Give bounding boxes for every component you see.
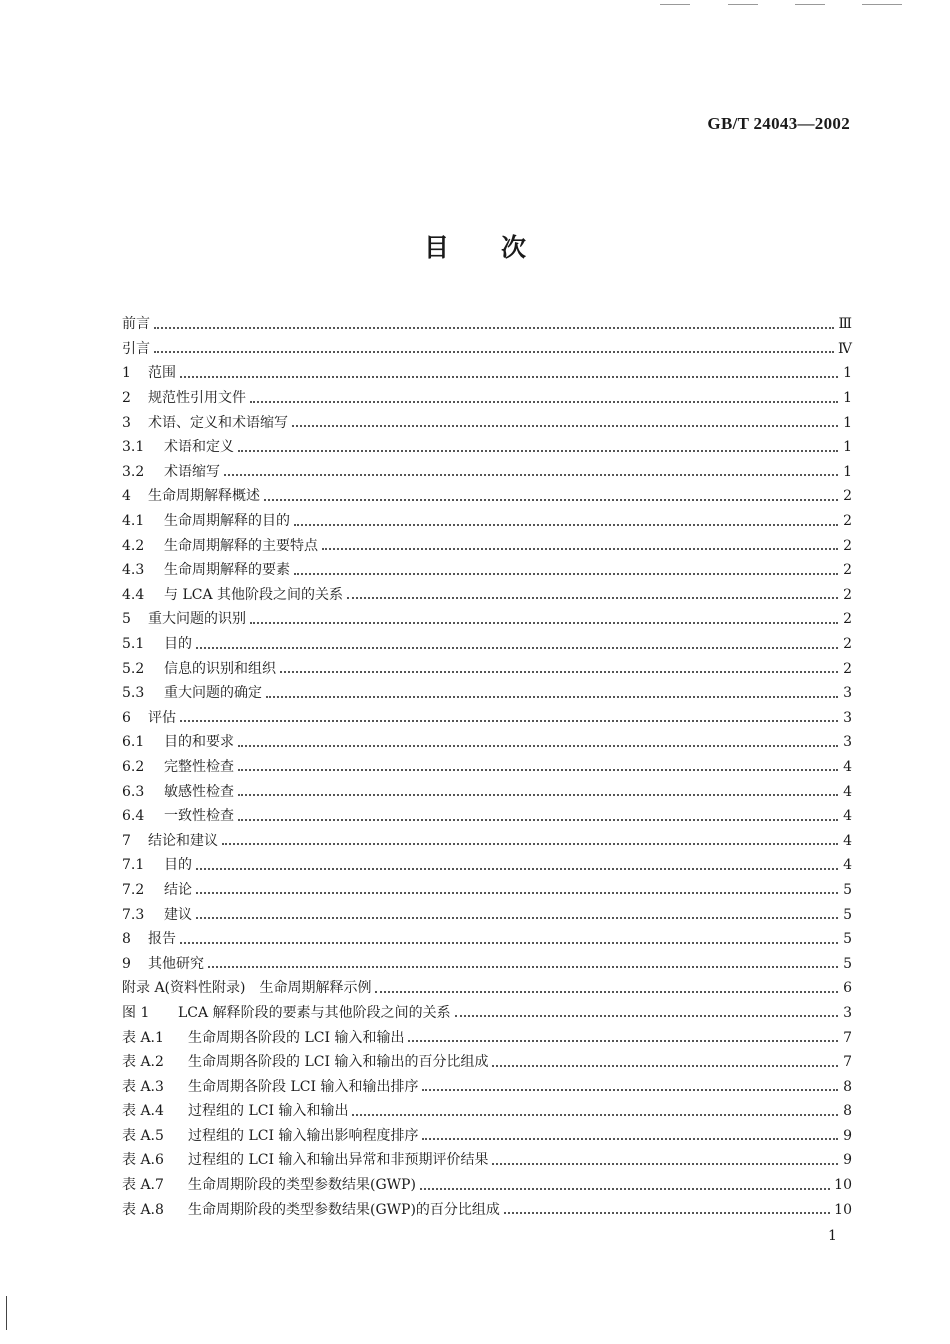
toc-entry-number: 6.4 bbox=[122, 808, 145, 825]
toc-leader-dots bbox=[196, 891, 838, 894]
toc-leader-dots bbox=[154, 326, 834, 329]
toc-leader-dots bbox=[422, 1088, 838, 1091]
toc-entry-label: 其他研究 bbox=[148, 955, 204, 972]
toc-entry-label: 生命周期各阶段的 LCI 输入和输出 bbox=[188, 1029, 405, 1046]
toc-entry-number: 6.1 bbox=[122, 734, 145, 751]
toc-entry-number: 4.3 bbox=[122, 562, 145, 579]
toc-entry-label: 结论 bbox=[164, 881, 192, 898]
toc-entry-label: 生命周期解释的目的 bbox=[164, 513, 290, 530]
toc-entry-page: 1 bbox=[843, 390, 852, 407]
toc-entry bbox=[122, 386, 852, 411]
toc-entry bbox=[122, 927, 852, 952]
toc-entry-number: 3.1 bbox=[122, 439, 145, 456]
toc-entry-number: 7.3 bbox=[122, 906, 145, 923]
toc-entry-label: 生命周期解释的主要特点 bbox=[164, 537, 318, 554]
toc-entry bbox=[122, 804, 852, 829]
toc-leader-dots bbox=[352, 1113, 838, 1116]
toc-entry-page: 5 bbox=[843, 906, 852, 923]
toc-entry-label: LCA 解释阶段的要素与其他阶段之间的关系 bbox=[178, 1004, 451, 1021]
toc-leader-dots bbox=[180, 719, 838, 722]
toc-leader-dots bbox=[322, 547, 838, 550]
toc-entry-number: 7 bbox=[122, 832, 131, 849]
toc-entry-page: 5 bbox=[843, 931, 852, 948]
toc-entry-label: 术语和定义 bbox=[164, 439, 234, 456]
toc-entry bbox=[122, 583, 852, 608]
toc-entry-number: 图 1 bbox=[122, 1004, 150, 1021]
toc-leader-dots bbox=[294, 523, 838, 526]
toc-leader-dots bbox=[196, 646, 838, 649]
toc-entry-page: 3 bbox=[843, 709, 852, 726]
toc-entry-number: 6.2 bbox=[122, 758, 145, 775]
toc-entry-page: 1 bbox=[843, 365, 852, 382]
toc-entry-label: 信息的识别和组织 bbox=[164, 660, 276, 677]
toc-entry bbox=[122, 656, 852, 681]
toc-entry-number: 表 A.6 bbox=[122, 1152, 164, 1169]
toc-entry-number: 5.1 bbox=[122, 636, 145, 653]
toc-entry bbox=[122, 361, 852, 386]
toc-entry-label: 前言 bbox=[122, 316, 150, 333]
toc-entry bbox=[122, 1148, 852, 1173]
toc-entry bbox=[122, 976, 852, 1001]
toc-leader-dots bbox=[504, 1211, 830, 1214]
toc-leader-dots bbox=[292, 424, 838, 427]
toc-entry-number: 9 bbox=[122, 955, 131, 972]
toc-entry-number: 8 bbox=[122, 931, 131, 948]
toc-entry-label: 规范性引用文件 bbox=[148, 390, 246, 407]
toc-entry bbox=[122, 828, 852, 853]
toc-leader-dots bbox=[222, 842, 838, 845]
toc-entry-label: 过程组的 LCI 输入和输出 bbox=[188, 1103, 349, 1120]
toc-entry bbox=[122, 337, 852, 362]
scan-top-line bbox=[795, 4, 825, 5]
toc-leader-dots bbox=[196, 867, 838, 870]
page-number: 1 bbox=[828, 1228, 837, 1244]
toc-entry-number: 7.1 bbox=[122, 857, 145, 874]
toc-entry bbox=[122, 607, 852, 632]
toc-leader-dots bbox=[238, 449, 838, 452]
toc-leader-dots bbox=[180, 941, 838, 944]
toc-entry-number: 4.1 bbox=[122, 513, 145, 530]
toc-entry-page: 9 bbox=[843, 1152, 852, 1169]
toc-entry bbox=[122, 1197, 852, 1222]
toc-entry-label: 范围 bbox=[148, 365, 176, 382]
toc-leader-dots bbox=[208, 965, 838, 968]
toc-leader-dots bbox=[238, 793, 838, 796]
toc-leader-dots bbox=[375, 990, 838, 993]
toc-leader-dots bbox=[492, 1162, 838, 1165]
scan-edge-mark bbox=[6, 1296, 9, 1330]
toc-leader-dots bbox=[420, 1187, 830, 1190]
toc-entry-page: 2 bbox=[843, 513, 852, 530]
toc-entry-page: 2 bbox=[843, 537, 852, 554]
scan-top-line bbox=[728, 4, 758, 5]
toc-entry-label: 附录 A(资料性附录) 生命周期解释示例 bbox=[122, 980, 372, 997]
toc-entry-page: 7 bbox=[843, 1054, 852, 1071]
toc-entry bbox=[122, 1025, 852, 1050]
toc-entry-label: 生命周期阶段的类型参数结果(GWP) bbox=[188, 1177, 416, 1194]
toc-entry-label: 报告 bbox=[148, 931, 176, 948]
toc-entry-label: 目的 bbox=[164, 857, 192, 874]
toc-entry bbox=[122, 1050, 852, 1075]
toc-entry-number: 4.4 bbox=[122, 586, 145, 603]
toc-entry bbox=[122, 755, 852, 780]
toc-entry-number: 表 A.4 bbox=[122, 1103, 164, 1120]
toc-entry bbox=[122, 951, 852, 976]
toc-entry-label: 生命周期阶段的类型参数结果(GWP)的百分比组成 bbox=[188, 1201, 500, 1218]
toc-entry-number: 7.2 bbox=[122, 881, 145, 898]
toc-leader-dots bbox=[422, 1137, 838, 1140]
toc-entry-label: 敏感性检查 bbox=[164, 783, 234, 800]
toc-entry-page: Ⅲ bbox=[838, 316, 852, 333]
toc-entry-label: 术语缩写 bbox=[164, 463, 220, 480]
toc-entry-label: 过程组的 LCI 输入和输出异常和非预期评价结果 bbox=[188, 1152, 489, 1169]
toc-leader-dots bbox=[224, 473, 838, 476]
toc-entry-number: 3.2 bbox=[122, 463, 145, 480]
toc-entry-page: 5 bbox=[843, 881, 852, 898]
toc-entry-page: 8 bbox=[843, 1078, 852, 1095]
toc-entry-number: 表 A.2 bbox=[122, 1054, 164, 1071]
toc-entry-label: 结论和建议 bbox=[148, 832, 218, 849]
toc-entry-page: 8 bbox=[843, 1103, 852, 1120]
toc-entry bbox=[122, 312, 852, 337]
toc-entry-number: 6.3 bbox=[122, 783, 145, 800]
standard-code: GB/T 24043—2002 bbox=[707, 114, 850, 133]
toc-entry-page: 10 bbox=[834, 1177, 852, 1194]
toc-entry bbox=[122, 779, 852, 804]
toc-entry-page: 1 bbox=[843, 439, 852, 456]
toc-entry-page: 2 bbox=[843, 562, 852, 579]
toc-leader-dots bbox=[238, 744, 838, 747]
page-title bbox=[0, 228, 950, 264]
toc-leader-dots bbox=[180, 375, 838, 378]
toc-leader-dots bbox=[264, 498, 838, 501]
toc-entry-number: 5.2 bbox=[122, 660, 145, 677]
toc-leader-dots bbox=[250, 621, 838, 624]
toc-entry-number: 4 bbox=[122, 488, 131, 505]
toc-entry-number: 表 A.1 bbox=[122, 1029, 164, 1046]
toc-leader-dots bbox=[238, 818, 838, 821]
toc-entry-number: 5.3 bbox=[122, 685, 145, 702]
toc-entry-number: 表 A.3 bbox=[122, 1078, 164, 1095]
toc-entry-label: 一致性检查 bbox=[164, 808, 234, 825]
toc-leader-dots bbox=[196, 916, 838, 919]
toc-entry-label: 过程组的 LCI 输入输出影响程度排序 bbox=[188, 1127, 419, 1144]
toc-entry-page: 4 bbox=[843, 832, 852, 849]
toc-entry bbox=[122, 853, 852, 878]
toc-entry-page: 5 bbox=[843, 955, 852, 972]
toc-entry-number: 3 bbox=[122, 414, 131, 431]
toc-entry-label: 生命周期解释的要素 bbox=[164, 562, 290, 579]
toc-entry bbox=[122, 1099, 852, 1124]
toc-entry-page: 3 bbox=[843, 734, 852, 751]
toc-entry bbox=[122, 460, 852, 485]
toc-entry-label: 与 LCA 其他阶段之间的关系 bbox=[164, 586, 344, 603]
toc-entry-label: 建议 bbox=[164, 906, 192, 923]
toc-entry-page: 9 bbox=[843, 1127, 852, 1144]
toc-entry-page: 6 bbox=[843, 980, 852, 997]
toc-entry-number: 4.2 bbox=[122, 537, 145, 554]
toc-leader-dots bbox=[455, 1014, 838, 1017]
toc-leader-dots bbox=[266, 695, 838, 698]
toc-entry bbox=[122, 558, 852, 583]
toc-entry-page: 4 bbox=[843, 758, 852, 775]
toc-entry bbox=[122, 878, 852, 903]
table-of-contents bbox=[122, 312, 852, 1222]
toc-entry-number: 表 A.7 bbox=[122, 1177, 164, 1194]
toc-entry-label: 引言 bbox=[122, 340, 150, 357]
toc-entry bbox=[122, 435, 852, 460]
toc-entry bbox=[122, 1124, 852, 1149]
toc-entry-label: 完整性检查 bbox=[164, 758, 234, 775]
toc-entry bbox=[122, 410, 852, 435]
title-char-2: 次 bbox=[501, 233, 527, 262]
toc-entry-label: 生命周期各阶段的 LCI 输入和输出的百分比组成 bbox=[188, 1054, 489, 1071]
toc-entry-page: 4 bbox=[843, 808, 852, 825]
toc-leader-dots bbox=[347, 596, 838, 599]
toc-entry bbox=[122, 730, 852, 755]
toc-entry bbox=[122, 902, 852, 927]
title-char-1: 目 bbox=[423, 233, 449, 262]
toc-entry-page: 4 bbox=[843, 783, 852, 800]
toc-entry bbox=[122, 632, 852, 657]
toc-entry bbox=[122, 533, 852, 558]
toc-entry-label: 术语、定义和术语缩写 bbox=[148, 414, 288, 431]
toc-leader-dots bbox=[250, 400, 838, 403]
toc-entry-page: 1 bbox=[843, 463, 852, 480]
scan-top-line bbox=[660, 4, 690, 5]
toc-entry-page: 7 bbox=[843, 1029, 852, 1046]
toc-entry-number: 表 A.8 bbox=[122, 1201, 164, 1218]
scan-top-line bbox=[862, 4, 902, 5]
toc-entry-page: 2 bbox=[843, 660, 852, 677]
toc-entry-label: 目的 bbox=[164, 636, 192, 653]
toc-entry-label: 生命周期各阶段 LCI 输入和输出排序 bbox=[188, 1078, 419, 1095]
toc-entry-label: 重大问题的确定 bbox=[164, 685, 262, 702]
toc-entry bbox=[122, 1074, 852, 1099]
toc-entry bbox=[122, 706, 852, 731]
toc-entry-label: 评估 bbox=[148, 709, 176, 726]
toc-entry-page: Ⅳ bbox=[838, 340, 852, 357]
toc-entry-number: 5 bbox=[122, 611, 131, 628]
toc-entry-label: 生命周期解释概述 bbox=[148, 488, 260, 505]
toc-entry-page: 3 bbox=[843, 1004, 852, 1021]
toc-entry-number: 表 A.5 bbox=[122, 1127, 164, 1144]
toc-entry bbox=[122, 509, 852, 534]
toc-leader-dots bbox=[294, 572, 838, 575]
toc-entry-number: 6 bbox=[122, 709, 131, 726]
toc-entry bbox=[122, 484, 852, 509]
toc-entry-label: 目的和要求 bbox=[164, 734, 234, 751]
toc-entry bbox=[122, 1001, 852, 1026]
toc-leader-dots bbox=[280, 670, 838, 673]
toc-leader-dots bbox=[154, 350, 834, 353]
toc-leader-dots bbox=[238, 768, 838, 771]
toc-leader-dots bbox=[492, 1064, 838, 1067]
toc-entry-number: 2 bbox=[122, 390, 131, 407]
toc-entry-page: 10 bbox=[834, 1201, 852, 1218]
toc-entry-page: 2 bbox=[843, 636, 852, 653]
toc-entry-label: 重大问题的识别 bbox=[148, 611, 246, 628]
toc-entry-page: 4 bbox=[843, 857, 852, 874]
toc-entry-page: 2 bbox=[843, 488, 852, 505]
toc-leader-dots bbox=[408, 1039, 838, 1042]
toc-entry-page: 3 bbox=[843, 685, 852, 702]
toc-entry-page: 1 bbox=[843, 414, 852, 431]
toc-entry-page: 2 bbox=[843, 611, 852, 628]
toc-entry-page: 2 bbox=[843, 586, 852, 603]
toc-entry bbox=[122, 681, 852, 706]
toc-entry-number: 1 bbox=[122, 365, 131, 382]
toc-entry bbox=[122, 1173, 852, 1198]
